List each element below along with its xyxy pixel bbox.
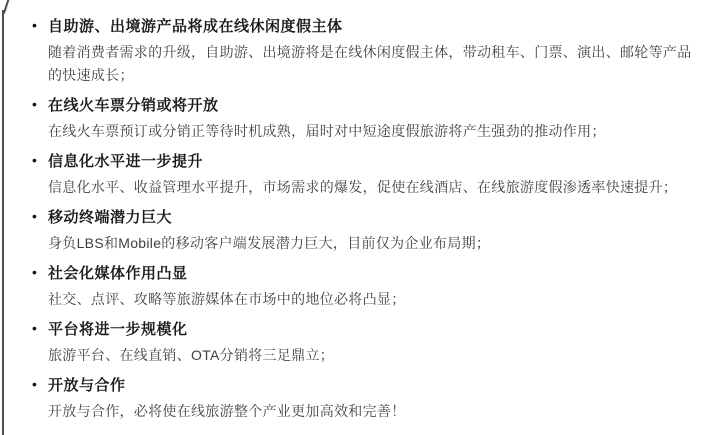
section-body: 信息化水平、收益管理水平提升，市场需求的爆发，促使在线酒店、在线旅游度假渗透率快速提升； xyxy=(48,179,678,195)
list-item xyxy=(32,13,703,87)
section-body: 开放与合作，必将使在线旅游整个产业更加高效和完善！ xyxy=(48,403,406,419)
bullet-icon: • xyxy=(32,17,37,33)
section-title: 在线火车票分销或将开放 xyxy=(48,97,219,114)
list-item xyxy=(32,316,703,367)
list-item xyxy=(32,92,703,143)
list-item xyxy=(32,204,703,255)
list-item xyxy=(32,260,703,311)
bullet-icon: • xyxy=(32,208,37,224)
section-title: 社会化媒体作用凸显 xyxy=(48,265,188,282)
list-item xyxy=(32,372,703,423)
section-title: 开放与合作 xyxy=(48,377,126,394)
bullet-icon: • xyxy=(32,96,37,112)
section-title: 移动终端潜力巨大 xyxy=(48,209,173,226)
section-body: 随着消费者需求的升级，自助游、出境游将是在线休闲度假主体，带动租车、门票、演出、邮轮等产品的快速成长； xyxy=(48,44,692,83)
bullet-icon: • xyxy=(32,264,37,280)
section-title: 平台将进一步规模化 xyxy=(48,321,188,338)
section-title: 自助游、出境游产品将成在线休闲度假主体 xyxy=(48,18,343,35)
section-title: 信息化水平进一步提升 xyxy=(48,153,204,170)
bullet-icon: • xyxy=(32,376,37,392)
section-body: 身负LBS和Mobile的移动客户端发展潜力巨大，目前仅为企业布局期； xyxy=(48,235,491,251)
section-body: 社交、点评、攻略等旅游媒体在市场中的地位必将凸显； xyxy=(48,291,406,307)
section-body: 旅游平台、在线直销、OTA分销将三足鼎立； xyxy=(48,347,335,363)
bullet-icon: • xyxy=(32,320,37,336)
bullet-icon: • xyxy=(32,152,37,168)
section-body: 在线火车票预订或分销正等待时机成熟，届时对中短途度假旅游将产生强劲的推动作用； xyxy=(48,123,606,139)
list-item xyxy=(32,148,703,199)
left-border-rule xyxy=(2,10,4,435)
